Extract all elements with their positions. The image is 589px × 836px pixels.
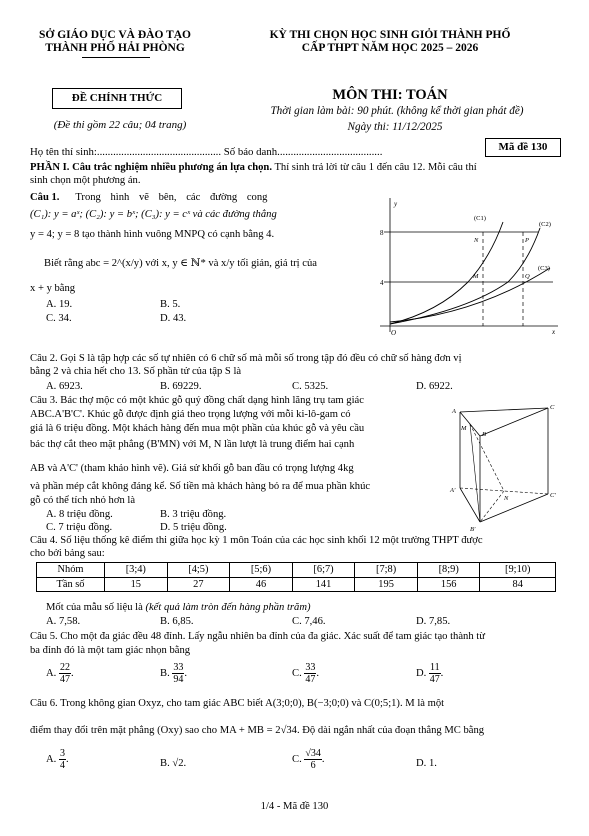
exam-code-box: Mã đề 130 [485, 138, 561, 157]
point-q-label: Q [525, 273, 530, 280]
option-label: B. [160, 667, 170, 679]
q4-frequency-table [36, 562, 556, 592]
table-cell: 84 [480, 577, 556, 592]
q4-text-3-note: (kết quả làm tròn đến hàng phần trăm) [145, 602, 311, 613]
q2-option-d[interactable]: D. 6922. [416, 381, 453, 392]
fraction [429, 662, 441, 685]
table-cell: [5;6) [230, 563, 293, 578]
q5-option-a[interactable]: A. $\frac{22}{47}$ . [46, 662, 74, 685]
q2-text-1: Câu 2. Gọi S là tập hợp các số tự nhiên có 6 chữ số mà mỗi số trong tập đó đều có chữ số hàng đơn vị [30, 353, 462, 364]
table-header-row [37, 563, 556, 578]
page-footer: 1/4 - Mã đề 130 [260, 801, 329, 812]
curve-c1 [390, 222, 503, 324]
candidate-info-line: Họ tên thí sinh:.............................................. Số báo danh....................................... [30, 146, 383, 158]
q6-option-d[interactable] [416, 757, 437, 771]
q3-line-6: và phần mép cắt không đáng kể. Số tiền mà khách hàng bỏ ra để mua phần khúc [30, 481, 371, 492]
q4-option-d[interactable]: D. 7,85. [416, 616, 451, 627]
numerator: 3 [59, 748, 65, 759]
table-cell: 27 [167, 577, 230, 592]
option-label: B. [160, 758, 170, 769]
q3-line-1: Câu 3. Bác thợ mộc có một khúc gỗ quý đồng chất dạng hình lăng trụ tam giác [30, 395, 364, 406]
part1-instruction: Thí sinh trả lời từ câu 1 đến câu 12. Mỗi câu thí [271, 162, 477, 173]
q1-option-a[interactable]: A. 19. [46, 299, 73, 310]
table-cell: 15 [105, 577, 168, 592]
table-cell: Nhóm [37, 563, 105, 578]
table-cell: 141 [292, 577, 355, 592]
option-value: 1. [428, 758, 437, 769]
option-label: C. [292, 753, 302, 765]
numerator: √34 [305, 748, 321, 759]
q6-option-b[interactable] [160, 757, 186, 771]
numerator: 22 [59, 662, 70, 673]
label-a: A [452, 408, 456, 415]
q6-option-a[interactable]: A. $\frac{3}{4}$ . [46, 748, 69, 771]
q4-text-2: cho bởi bảng sau: [30, 548, 105, 559]
option-label: C. [292, 667, 302, 679]
curve-c2 [390, 228, 540, 324]
q6-option-c[interactable]: C. $\frac{√34}{6}$ . [292, 748, 325, 771]
department-line-2: THÀNH PHỐ HẢI PHÒNG [45, 42, 185, 54]
q4-text-3 [46, 601, 311, 615]
q1-option-b[interactable]: B. 5. [160, 299, 181, 310]
q3-line-5: AB và A'C' (tham khảo hình vẽ). Giả sử khối gỗ ban đầu có trọng lượng 4kg [30, 463, 354, 474]
q3-option-a[interactable]: A. 8 triệu đồng. [46, 509, 113, 520]
table-cell: [6;7) [292, 563, 355, 578]
q5-text-2: ba đỉnh đó là một tam giác nhọn bằng [30, 645, 191, 656]
table-cell: 156 [417, 577, 480, 592]
q3-line-3: giá là 6 triệu đồng. Một khách hàng đến mua một phần của khúc gỗ và yêu cầu [30, 423, 365, 434]
q1-line-5: x + y bằng [30, 283, 76, 294]
subject-title: MÔN THI: TOÁN [332, 87, 448, 103]
option-label: D. [416, 667, 427, 679]
option-label: D. [416, 758, 427, 769]
q1-line-1 [30, 191, 267, 205]
y-axis-label: y [394, 200, 398, 208]
option-label: A. [46, 667, 57, 679]
q2-text-2: bằng 2 và chia hết cho 13. Số phần tử của tập S là [30, 366, 242, 377]
edge-b1c1 [480, 494, 548, 522]
option-label: A. [46, 753, 57, 765]
q5-option-d[interactable]: D. $\frac{11}{47}$ . [416, 662, 444, 685]
q3-option-b[interactable]: B. 3 triệu đồng. [160, 509, 227, 520]
fraction [304, 748, 322, 771]
table-cell: [9;10) [480, 563, 556, 578]
c3-label: (C3) [538, 265, 550, 272]
q5-option-c[interactable]: C. $\frac{33}{47}$ . [292, 662, 320, 685]
tick-8-label: 8 [380, 229, 384, 237]
q3-prism-figure [448, 400, 560, 535]
table-cell: 195 [355, 577, 418, 592]
fraction [59, 662, 71, 685]
table-cell: Tần số [37, 577, 105, 592]
q3-option-c[interactable]: C. 7 triệu đồng. [46, 522, 113, 533]
label-b1: B' [470, 526, 476, 533]
origin-label: O [391, 329, 397, 337]
exam-date: Ngày thi: 11/12/2025 [347, 121, 443, 133]
q3-line-7: gỗ có thể tích nhỏ hơn là [30, 495, 136, 506]
table-cell: [4;5) [167, 563, 230, 578]
q1-line-2: (C₁): y = aˣ; (C₂): y = bˣ; (C₃): y = cˣ và các đường thẳng [30, 209, 277, 220]
table-cell: [3;4) [105, 563, 168, 578]
table-row [37, 577, 556, 592]
official-exam-box: ĐỀ CHÍNH THỨC [52, 88, 182, 109]
point-p-label: P [525, 237, 529, 244]
part1-title: PHẦN I. Câu trắc nghiệm nhiều phương án lựa chọn. [30, 162, 272, 173]
q6-text-2: điểm thay đổi trên mặt phẳng (Oxy) sao cho MA + MB = 2√34. Độ dài ngắn nhất của đoạn thẳng MC bằng [30, 725, 485, 736]
page-note: (Đề thi gồm 22 câu; 04 trang) [53, 119, 187, 131]
part1-heading [30, 161, 477, 175]
header-divider-left [82, 57, 150, 58]
q1-option-c[interactable]: C. 34. [46, 313, 72, 324]
c1-label: (C1) [474, 215, 486, 222]
c2-label: (C2) [539, 221, 551, 228]
q6-text-1: Câu 6. Trong không gian Oxyz, cho tam giác ABC biết A(3;0;0), B(−3;0;0) và C(0;5;1). M là một [30, 698, 445, 709]
exam-time: Thời gian làm bài: 90 phút. (không kể thời gian phát đề) [270, 105, 524, 117]
point-m-label: M [473, 273, 479, 280]
q4-option-b[interactable]: B. 6,85. [160, 616, 194, 627]
fraction [172, 662, 184, 685]
label-n: N [504, 495, 509, 502]
label-c: C [550, 404, 555, 411]
numerator: 11 [429, 662, 440, 673]
x-axis-label: x [552, 328, 556, 336]
cut-mn [470, 424, 504, 491]
numerator: 33 [173, 662, 184, 673]
label-m: M [461, 425, 467, 432]
q2-option-b[interactable]: B. 69229. [160, 381, 202, 392]
denominator: 94 [173, 674, 184, 685]
q1-line-4: Biết rằng abc = 2^(x/y) với x, y ∈ ℕ* và x/y tối giản, giá trị của [44, 258, 317, 269]
q4-option-c[interactable]: C. 7,46. [292, 616, 326, 627]
tick-4-label: 4 [380, 279, 384, 287]
label-a1: A' [450, 487, 456, 494]
denominator: 47 [59, 674, 70, 685]
q3-line-2: ABC.A'B'C'. Khúc gỗ được định giá theo trọng lượng với mỗi ki-lô-gam có [30, 409, 351, 420]
option-value: √2. [172, 758, 187, 769]
table-cell: 46 [230, 577, 293, 592]
q2-option-c[interactable]: C. 5325. [292, 381, 329, 392]
q5-option-b[interactable]: B. $\frac{33}{94}$ . [160, 662, 188, 685]
q1-option-d[interactable]: D. 43. [160, 313, 187, 324]
exam-title-line-2: CẤP THPT NĂM HỌC 2025 – 2026 [301, 42, 479, 54]
exam-title-line-1: KỲ THI CHỌN HỌC SINH GIỎI THÀNH PHỐ [269, 29, 511, 41]
q1-exponential-graph [378, 192, 563, 342]
q1-label: Câu 1. [30, 192, 60, 203]
table-cell: [8;9) [417, 563, 480, 578]
q3-line-4: bác thợ cắt theo mặt phẳng (B'MN) với M, N lần lượt là trung điểm hai cạnh [30, 439, 355, 450]
denominator: 47 [305, 674, 316, 685]
q4-option-a[interactable]: A. 7,58. [46, 616, 81, 627]
edge-ac [460, 408, 548, 412]
fraction [304, 662, 316, 685]
edge-bc [480, 408, 548, 436]
point-n-label: N [474, 237, 479, 244]
label-b: B [482, 431, 486, 438]
q1-line-3: y = 4; y = 8 tạo thành hình vuông MNPQ có cạnh bằng 4. [30, 229, 275, 240]
q1-text-1: Trong hình vẽ bên, các đường cong [75, 192, 268, 203]
q4-text-1: Câu 4. Số liệu thống kê điểm thi giữa học kỳ 1 môn Toán của các học sinh khối 12 một trường THPT được [30, 535, 483, 546]
fraction [59, 748, 66, 771]
q2-option-a[interactable]: A. 6923. [46, 381, 83, 392]
label-c1: C' [550, 492, 556, 499]
department-line-1: SỞ GIÁO DỤC VÀ ĐÀO TẠO [39, 29, 191, 41]
table-cell: [7;8) [355, 563, 418, 578]
q5-text-1: Câu 5. Cho một đa giác đều 48 đỉnh. Lấy ngẫu nhiên ba đỉnh của đa giác. Xác suất để tam giác tạo thành từ [30, 631, 485, 642]
denominator: 47 [429, 674, 440, 685]
q3-option-d[interactable]: D. 5 triệu đồng. [160, 522, 227, 533]
numerator: 33 [305, 662, 316, 673]
part1-instruction-2: sinh chọn một phương án. [30, 175, 141, 186]
q4-text-3-main: Mốt của mẫu số liệu là [46, 602, 146, 613]
denominator: 4 [59, 760, 65, 771]
denominator: 6 [310, 760, 316, 771]
